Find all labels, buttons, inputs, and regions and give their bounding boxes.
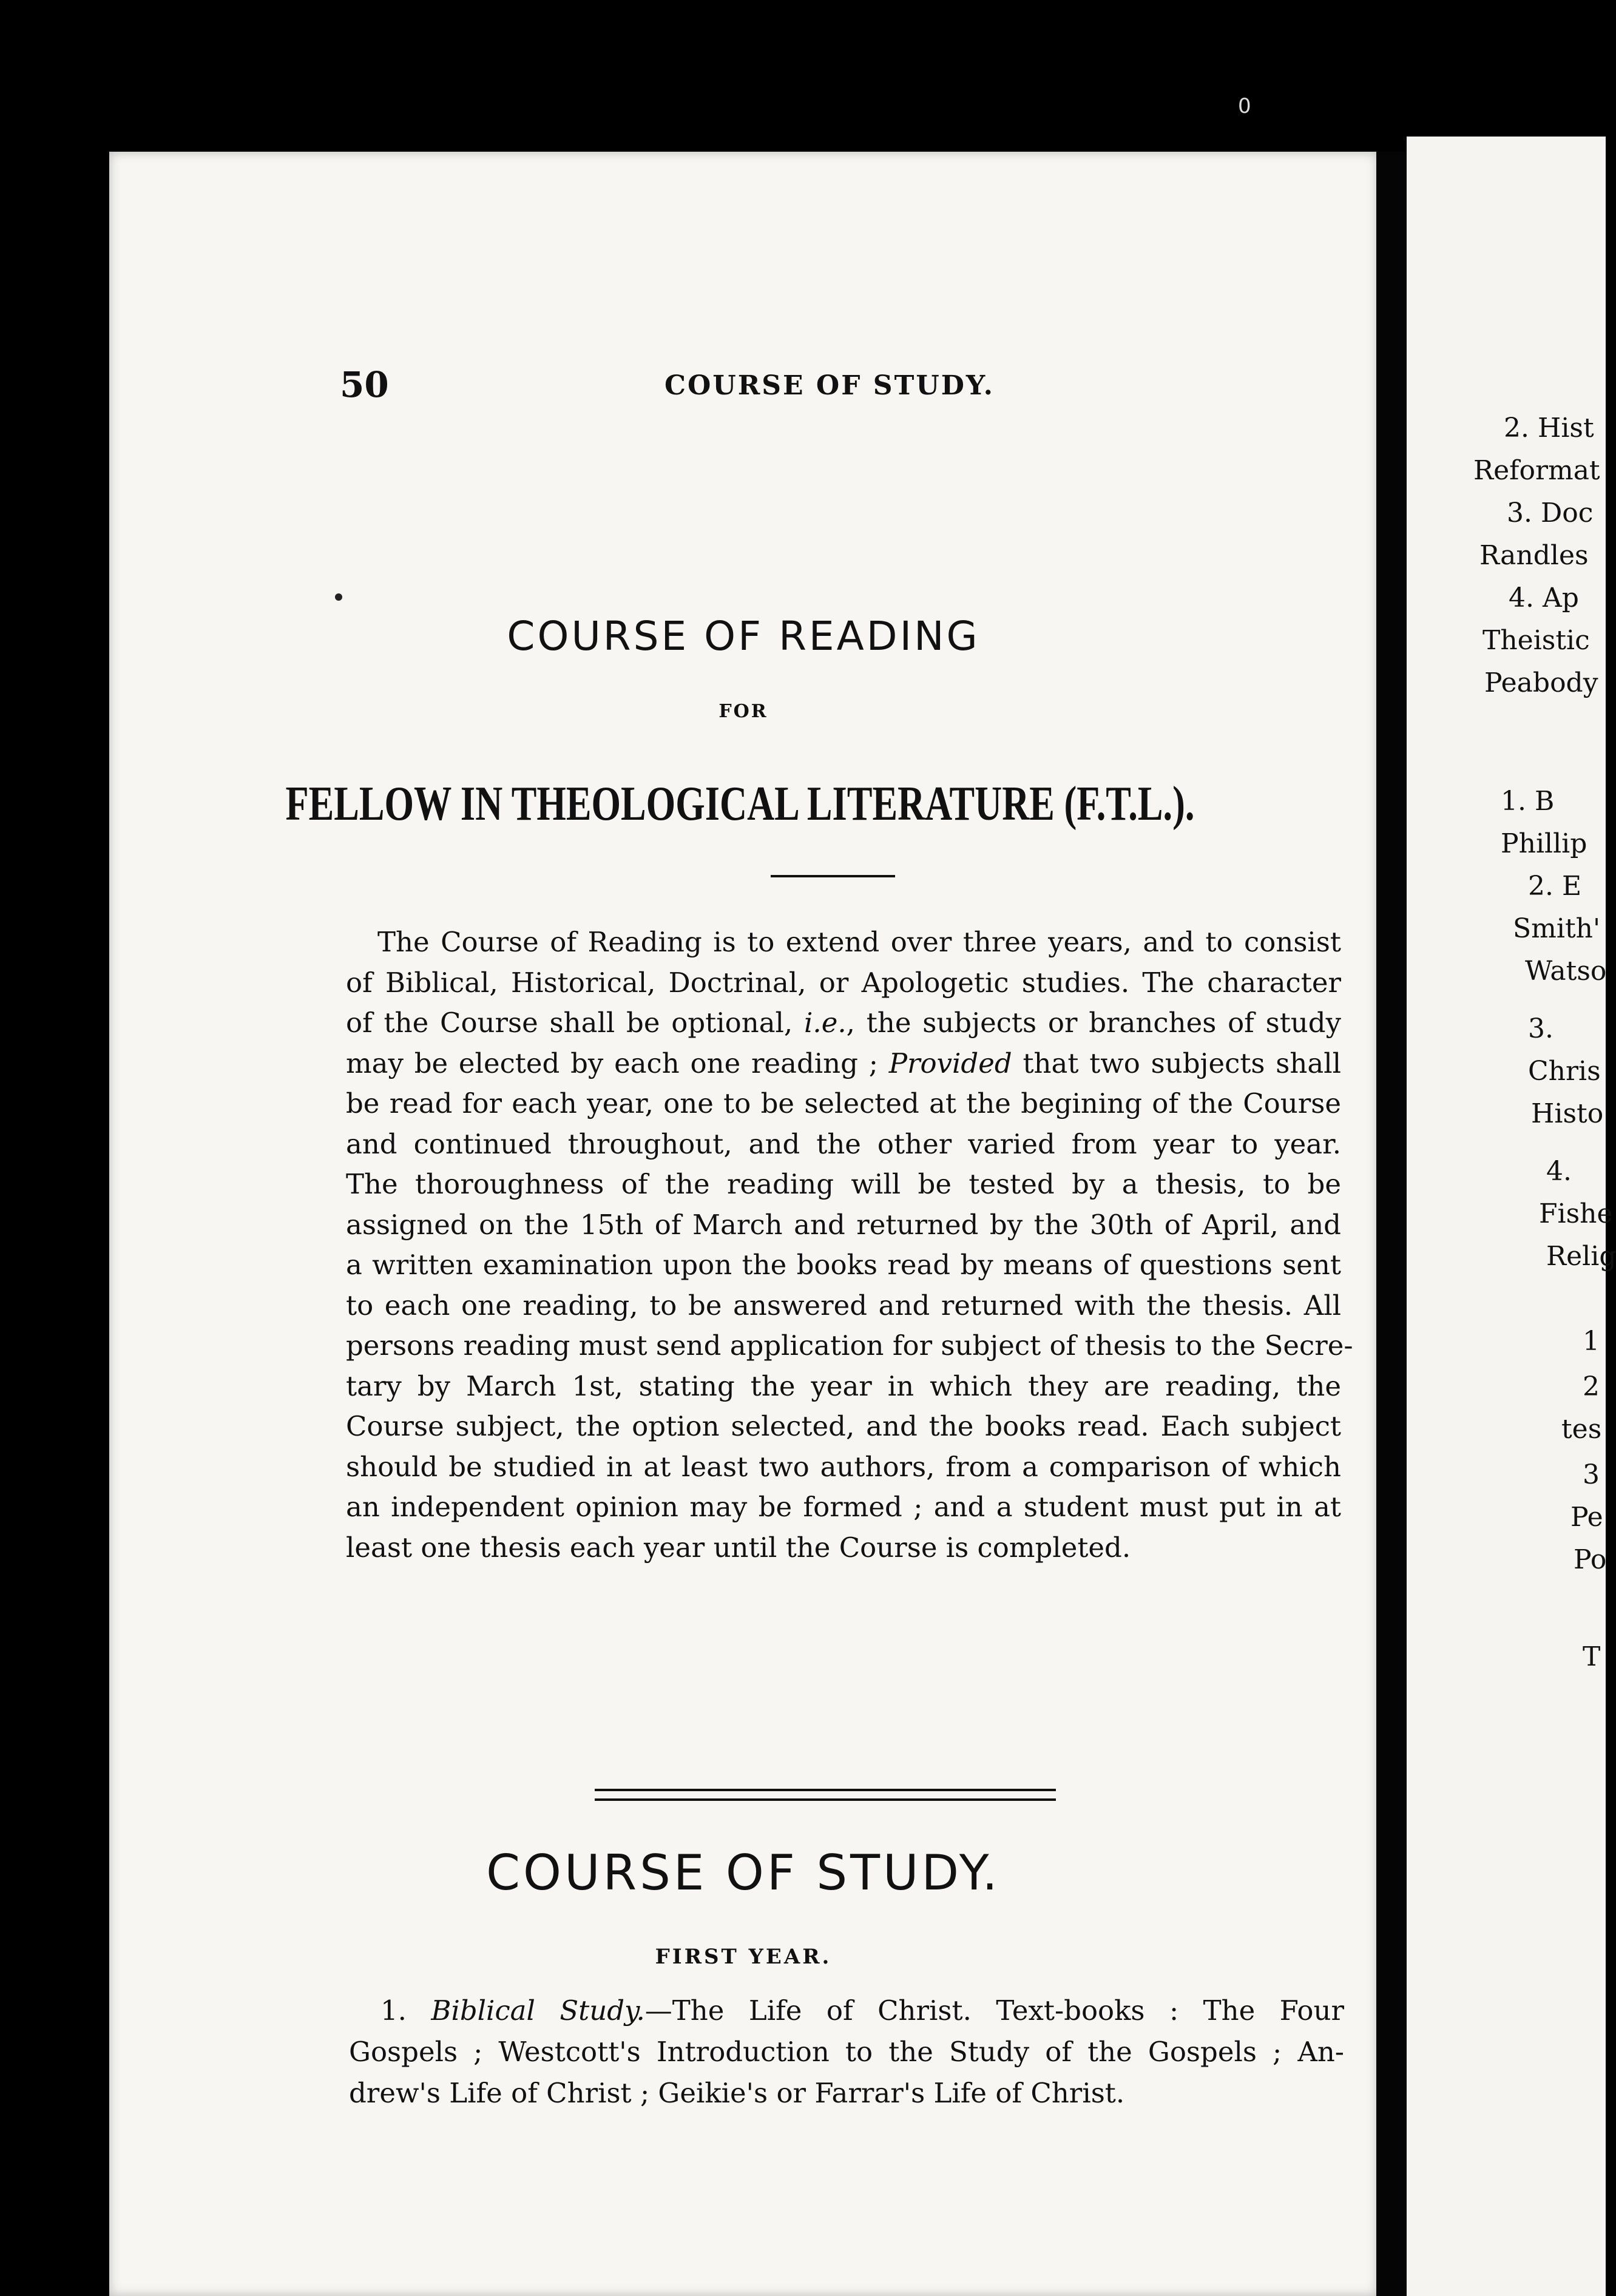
ink-speck <box>335 593 342 601</box>
entry-line: Gospels ; Westcott's Introduction to the Study of the Gospels ; An- <box>349 2036 1344 2068</box>
right-page-line: T <box>1583 1641 1601 1672</box>
page-number: 50 <box>340 364 389 405</box>
double-rule-lower <box>595 1798 1056 1801</box>
right-page-line: tes <box>1561 1414 1602 1445</box>
right-page-line: Fishe <box>1539 1198 1613 1229</box>
paragraph-line: assigned on the 15th of March and returned by the 30th of April, and <box>346 1208 1341 1241</box>
book-gutter <box>1376 152 1407 2296</box>
right-page-line: 1. B <box>1501 786 1555 817</box>
entry-line: 1. Biblical Study.—The Life of Christ. Text-books : The Four <box>380 1994 1344 2027</box>
right-page-line: 2. Hist <box>1504 413 1594 444</box>
scan-mark: 0 <box>1238 94 1251 118</box>
paragraph-line: Course subject, the option selected, and the books read. Each subject <box>346 1410 1341 1442</box>
paragraph-line: to each one reading, to be answered and returned with the thesis. All <box>346 1289 1341 1322</box>
running-head: COURSE OF STUDY. <box>664 370 995 401</box>
italic-ie: i.e. <box>804 1007 847 1039</box>
paragraph-line: of Biblical, Historical, Doctrinal, or Apologetic studies. The character <box>346 966 1341 999</box>
right-page-line: Relig <box>1546 1241 1616 1272</box>
book-page-left <box>109 152 1378 2296</box>
right-page-line: Pe <box>1570 1502 1603 1533</box>
reading-course-paragraph <box>346 922 1353 1568</box>
paragraph-line: persons reading must send application for subject of thesis to the Secre- <box>346 1329 1353 1362</box>
italic-provided: Provided <box>888 1047 1012 1079</box>
right-page-line: Po <box>1574 1544 1607 1575</box>
right-page-line: 2. E <box>1528 871 1582 902</box>
paragraph-line: may be elected by each one reading ; Provided that two subjects shall <box>346 1047 1341 1079</box>
book-page-right-fragment <box>1407 137 1616 2296</box>
biblical-study-entry <box>349 1990 1344 2114</box>
section-divider-short <box>771 875 895 877</box>
right-page-line: 1 <box>1583 1326 1600 1357</box>
paragraph-line: should be studied in at least two authors, from a comparison of which <box>346 1450 1341 1483</box>
right-page-line: Reformat <box>1473 455 1600 486</box>
paragraph-line: be read for each year, one to be selected at the begining of the Course <box>346 1087 1341 1119</box>
right-page-line: Watso <box>1525 956 1607 987</box>
right-page-line: 2 <box>1583 1371 1600 1402</box>
right-page-line: Peabody <box>1484 667 1598 698</box>
right-page-line: 3. Doc <box>1507 498 1594 528</box>
paragraph-line: The Course of Reading is to extend over three years, and to consist <box>377 926 1341 958</box>
entry-label: Biblical Study. <box>431 1994 645 2027</box>
double-rule-upper <box>595 1789 1056 1791</box>
right-page-line: Phillip <box>1501 828 1587 859</box>
reading-course-subtitle: FELLOW IN THEOLOGICAL LITERATURE (F.T.L.). <box>285 777 1195 831</box>
right-page-line: Chris <box>1528 1056 1601 1087</box>
right-page-line: 4. Ap <box>1509 582 1579 613</box>
paragraph-line: a written examination upon the books read by means of questions sent <box>346 1249 1341 1281</box>
paragraph-line: tary by March 1st, stating the year in which they are reading, the <box>346 1369 1341 1402</box>
paragraph-line: of the Course shall be optional, i.e., the subjects or branches of study <box>346 1007 1341 1039</box>
reading-course-title: COURSE OF READING <box>507 613 980 660</box>
reading-course-for: FOR <box>718 701 768 722</box>
right-page-line: 3 <box>1583 1459 1600 1490</box>
first-year-heading: FIRST YEAR. <box>655 1945 832 1969</box>
right-page-line: Smith' <box>1513 913 1601 944</box>
entry-line: drew's Life of Christ ; Geikie's or Farrar's Life of Christ. <box>349 2077 1125 2109</box>
paragraph-line: and continued throughout, and the other varied from year to year. <box>346 1127 1341 1160</box>
right-page-line: Randles <box>1479 540 1589 571</box>
right-page-line: 4. <box>1546 1156 1572 1187</box>
paragraph-line: least one thesis each year until the Course is completed. <box>346 1531 1131 1564</box>
paragraph-line: The thoroughness of the reading will be tested by a thesis, to be <box>346 1168 1341 1200</box>
paragraph-line: an independent opinion may be formed ; and a student must put in at <box>346 1491 1341 1523</box>
right-page-line: 3. <box>1528 1013 1553 1044</box>
right-page-line: Histo <box>1531 1098 1604 1129</box>
right-page-line: Theistic <box>1482 625 1590 656</box>
study-course-title: COURSE OF STUDY. <box>486 1845 1001 1901</box>
